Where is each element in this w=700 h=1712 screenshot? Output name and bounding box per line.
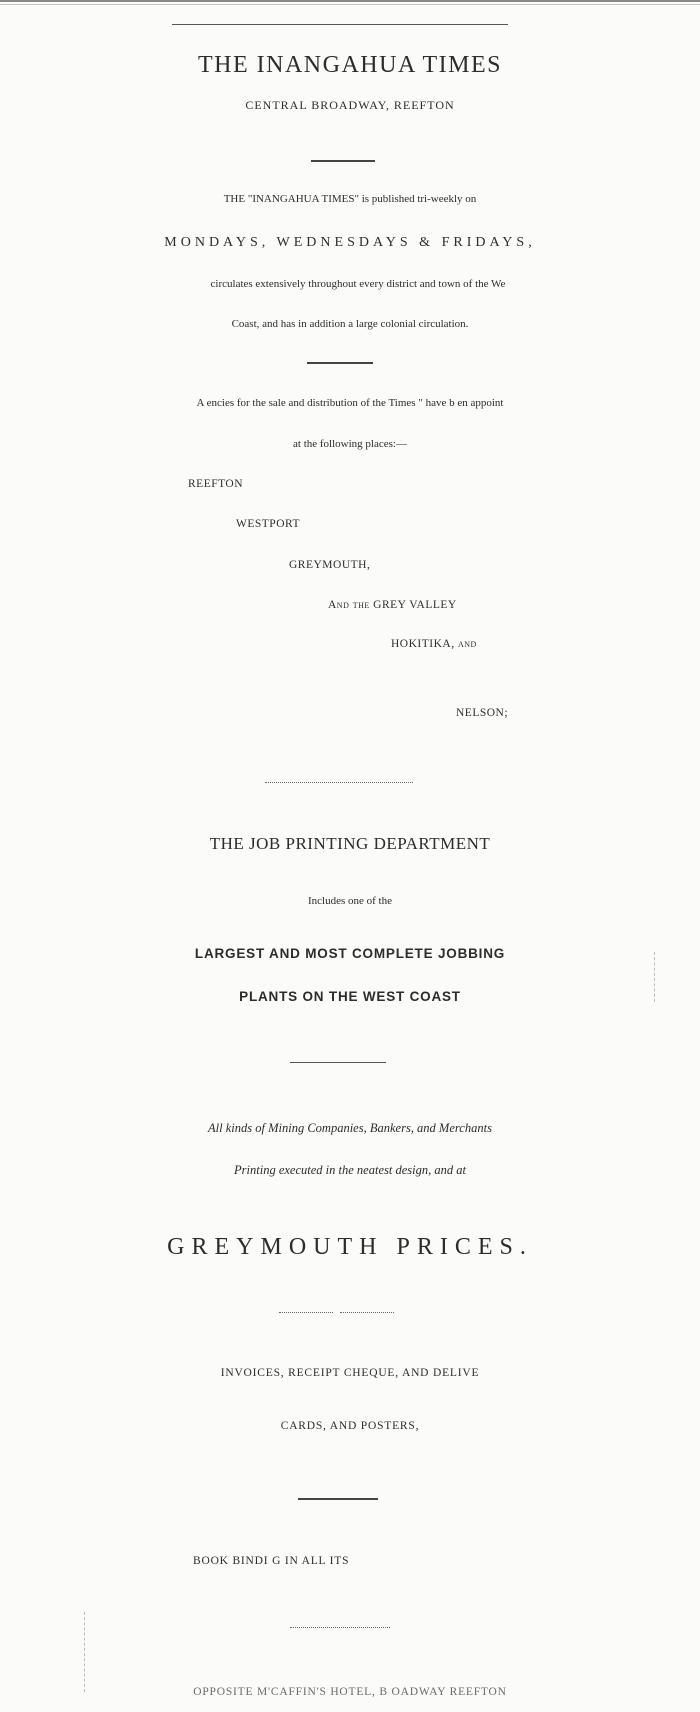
job-printing-line-1: LARGEST AND MOST COMPLETE JOBBING [194,946,506,961]
job-printing-line-2: PLANTS ON THE WEST COAST [239,989,461,1004]
job-printing-includes: Includes one of the [308,895,392,907]
masthead-title: THE INANGAHUA TIMES [197,52,503,78]
job-printing-title: THE JOB PRINTING DEPARTMENT [209,834,491,853]
section-divider [279,1312,333,1313]
place-grey-valley: And the GREY VALLEY [328,599,457,611]
publication-line-3: circulates extensively throughout every district and town of the We [210,278,506,290]
footer-address: OPPOSITE M'CAFFIN'S HOTEL, B OADWAY REEFTON [193,1686,507,1698]
book-binding: BOOK BINDI G IN ALL ITS [193,1555,350,1567]
agencies-line-1: A encies for the sale and distribution of the Times " have b en appoint [196,397,504,409]
publication-line-4: Coast, and has in addition a large colonial circulation. [231,318,469,330]
page-top-border [0,0,700,5]
masthead-rule [172,24,508,25]
section-divider [290,1627,390,1628]
place-hokitika: HOKITIKA, and [391,638,477,650]
invoices-line-2: CARDS, AND POSTERS, [280,1420,420,1432]
mining-line-2: Printing executed in the neatest design, and at [234,1163,466,1177]
section-divider [340,1312,394,1313]
place-westport: WESTPORT [236,518,301,530]
mining-line-1: All kinds of Mining Companies, Bankers, and Merchants [208,1121,492,1135]
section-divider [298,1498,378,1500]
section-divider [290,1062,386,1063]
invoices-line-1: INVOICES, RECEIPT CHEQUE, AND DELIVE [220,1367,480,1379]
greymouth-prices: GREYMOUTH PRICES. [167,1234,533,1260]
place-nelson: NELSON; [456,707,509,719]
place-greymouth: GREYMOUTH, [289,559,371,571]
masthead-address: CENTRAL BROADWAY, REEFTON [245,98,455,112]
page-edge-mark [84,1612,85,1692]
section-divider [311,160,375,162]
publication-days: MONDAYS, WEDNESDAYS & FRIDAYS, [164,235,536,250]
section-divider [265,782,413,783]
place-reefton: REEFTON [188,478,244,490]
section-divider [307,362,373,364]
publication-line-1: THE "INANGAHUA TIMES" is published tri-weekly on [223,193,477,205]
agencies-line-2: at the following places:— [293,438,407,450]
page-edge-mark [654,952,655,1002]
